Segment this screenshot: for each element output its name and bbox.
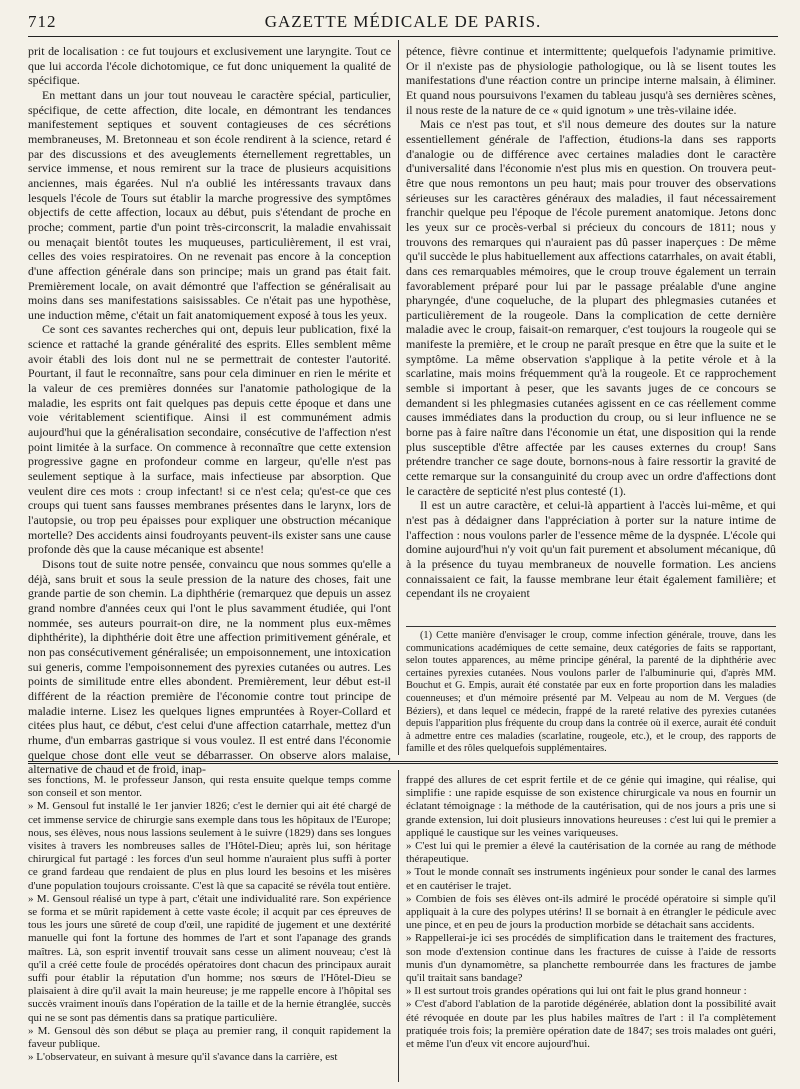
- paragraph: » Il est surtout trois grandes opérations qui lui ont fait le plus grand honneur :: [406, 985, 747, 998]
- paragraph: » Combien de fois ses élèves ont-ils admiré le procédé opératoire si simple qu'il appliquait à la cure des polypes utérins! Il se bornait à en étrangler le pédicule avec une pince, et en peu de jours la production morbide se détachait sans accidents.: [406, 892, 776, 932]
- page-number: 712: [28, 12, 57, 31]
- paragraph: » M. Gensoul dès son début se plaça au premier rang, il conquit rapidement la faveur publique.: [28, 1024, 391, 1051]
- paragraph: En mettant dans un jour tout nouveau le caractère spécial, particulier, spécifique, de cette affection, dite locale, en démontrant les tendances manifestement septiques et souvent contagieuses de ces sécrétions membraneuses, M. Bretonneau et son école rendirent à la science, retard é par des discussions et des aveuglements éternellement regrettables, un service immense, et nous remirent sur la trace de plusieurs acquisitions anciennes, mais égarées. Nul n'a oublié les intéressants travaux dans lesquels l'école de Tours sut établir la marche progressive des symptômes objectifs de cette affection, locaux au début, puis s'étendant de proche en proche; comment, partie d'un point très-circonscrit, la maladie envahissait ou menaçait bientôt toutes les muqueuses, particulièrement, il est vrai, celles des voies respiratoires. On ne revenait pas encore à la conception d'une affection générale dans son principe; mais un grand pas était fait. Premièrement locale, on avait démontré que l'affection se généralisait au moins dans ses manifestations saisissables. Ce n'était pas une hypothèse, une induction même, c'était un fait anatomiquement exposé à tous les yeux.: [28, 87, 391, 322]
- footnote: [406, 630, 776, 756]
- paragraph: » C'est d'abord l'ablation de la parotide dégénérée, ablation dont la possibilité avait été révoquée en doute par les plus habiles maîtres de l'art : il l'a complètement pratiquée trois fois; la première opération date de 1847; ses trois malades ont guéri, et même l'un d'eux vit encore aujourd'hui.: [406, 998, 776, 1051]
- article-column-right: [406, 44, 776, 601]
- running-header: [28, 6, 778, 37]
- feuilleton-column-left: [28, 774, 391, 1064]
- feuilleton-divider: [28, 761, 778, 764]
- paragraph: Disons tout de suite notre pensée, convaincu que nous sommes qu'elle a déjà, sans bruit et sous la seule pression de la nature des choses, fait une grande partie de son chemin. La diphthérie (remarquez que depuis un assez grand nombre d'années ceux qui l'ont le plus savamment étudiée, qui l'ont nommée, ses auteurs pourrait-on dire, ne la nomment plus eux-mêmes diphthérite), la diphthérie doit être une affection primitivement générale, et non pas consécutivement généralisée; un empoisonnement, une intoxication sui generis, comme l'empoisonnement des pyrexies cutanées ou autres. Les points de similitude entre elles abondent. Premièrement, leur début est-il différent de la réaction première de l'économie contre tout principe de maladie interne. Lisez les quelques lignes empruntées à Royer-Collard et citées plus haut, ce début, c'est celui d'une affection catarrhale, mettez d'un rhume, d'un embarras gastrique si vous voulez. Il est entré dans l'économie quelque chose dont elle veut se débarrasser. On observe alors malaise, alternative de chaud et de froid, inap-: [28, 556, 391, 777]
- feuilleton-column-right: [406, 774, 776, 1051]
- paragraph: » M. Gensoul fut installé le 1er janvier 1826; c'est le dernier qui ait été chargé de cet immense service de chirurgie sans exemple dans tous les hôpitaux de l'Europe; nous, ses élèves, nous nous lassions seulement à le suivre (1829) dans ses longues visites à travers les nombreuses salles de l'Hôtel-Dieu; après lui, son héritage chirurgical fut partagé : les forces d'un seul homme n'auraient plus suffi à porter ce grand fardeau que rendaient de plus en plus lourd les besoins et les misères d'une population toujours croissante. C'est là que sa capacité se révéla tout entière.: [28, 800, 391, 892]
- paragraph: frappé des allures de cet esprit fertile et de ce génie qui imagine, qui réalise, qui simplifie : une rapide esquisse de son existence chirurgicale va nous en fournir un éclatant témoignage : la méthode de la cautérisation, qui de nos jours a pris une si grande extension, lui doit plusieurs innovations heureuses : c'est lui qui le premier a appliqué le caustique sur les veines variqueuses.: [406, 774, 776, 839]
- paragraph: ses fonctions, M. le professeur Janson, qui resta ensuite quelque temps comme son conseil et son mentor.: [28, 774, 391, 800]
- column-divider-lower: [398, 770, 399, 1082]
- paragraph: » C'est lui qui le premier a élevé la cautérisation de la cornée au rang de méthode thérapeutique.: [406, 840, 776, 866]
- article-column-left: [28, 44, 391, 777]
- column-divider-upper: [398, 40, 399, 755]
- paragraph: Mais ce n'est pas tout, et s'il nous demeure des doutes sur la nature essentiellement générale de l'affection, étudions-la dans ses rapports d'analogie ou de différence avec certaines maladies dont le caractère d'universalité dans l'économie n'est plus mis en question. On trouvera peut-être que nous remontons un peu haut; mais pour trouver des observations sérieuses sur les caractères généraux des maladies, il faut nécessairement franchir quelque peu l'époque de l'école purement anatomique. Jetons donc les yeux sur ce procès-verbal si précieux du concours de 1811; nous y trouvons des remarques qui n'auraient pas dû passer inaperçues : De même qu'il succède le plus habituellement aux affections catarrhales, on avait établi, dans ces remarquables mémoires, que le croup trouve également un terrain favorablement préparé pour lui par le passage préalable d'une angine pharyngée, d'une coqueluche, de la plupart des phlegmasies cutanées et particulièrement de la rougeole. Dans la complication de cette dernière maladie avec le croup, faisait-on remarquer, c'est toujours la rougeole qui se manifeste la première, et le croup ne paraît presque en être que la suite et le symptôme. La même observation s'applique à la petite vérole et à la scarlatine, mais moins fréquemment qu'à la rougeole. Et ce rapprochement semble si important à peser, que les savants juges de ce concours se demandent si les phlegmasies cutanées agissent en ce cas réellement comme causes immédiates dans la production du croup, ou si leur influence ne se borne pas à faire naître dans l'économie un état, une disposition qui la rende plus susceptible d'être affectée par les causes externes du croup! Sans prétendre trancher ce sage doute, bornons-nous à faire ressortir la gravité de cette remarque sur la consanguinité du croup avec un ordre d'affections dont le caractère de septicité n'est plus contesté (1).: [406, 117, 776, 498]
- footnote-rule: [406, 626, 776, 627]
- paragraph: Ce sont ces savantes recherches qui ont, depuis leur publication, fixé la science et rattaché la grande généralité des esprits. Elles semblent même avoir établi des lois dont nul ne se permettrait de contester l'autorité. Pourtant, il faut le reconnaître, sans pour cela diminuer en rien le mérite et la valeur de ces premières données sur l'anatomie pathologique de la maladie, les esprits ont fait quelques pas depuis cette époque et dans une voie véritablement scientifique. Ainsi il est communément admis aujourd'hui que la généralisation secondaire, consécutive de l'affection n'est point limitée à la surface. On commence à reconnaître que cette extension progressive gagne en profondeur comme en largeur, qu'elle n'est pas seulement septique à la surface, mais infectieuse par absorption. Que veulent dire ces mots : croup infectant! si ce n'est cela; qu'est-ce que ces croups qui tuent sans fausses membranes présentes dans le larynx, lors de l'autopsie, ou trop peu épaisses pour expliquer une obstruction mécanique mortelle? Des accidents ainsi foudroyants peuvent-ils exister sans une cause profonde dès que la cause mécanique est absente!: [28, 322, 391, 557]
- footnote-text: (1) Cette manière d'envisager le croup, comme infection générale, trouve, dans les communications académiques de cette semaine, deux catégories de faits se rapportant, selon toutes apparences, au même principe général, la parenté de la diphthérie avec certaines pyrexies cutanées. Nous voulons parler de l'albuminurie qui, d'après MM. Bouchut et G. Empis, aurait été constatée par eux en forte proportion dans les maladies couenneuses; et d'un mémoire présenté par M. Velpeau au nom de M. Vergues (de Béziers), et dans lequel ce médecin, frappé de la rareté relative des pyrexies cutanées depuis l'apparition plus fréquente du croup dans la contrée où il exerce, aurait été conduit à admettre entre ces maladies (scarlatine, rougeole, etc.), et le croup, des rapports de famille et des rôles quelquefois supplémentaires.: [406, 630, 776, 755]
- paragraph: » L'observateur, en suivant à mesure qu'il s'avance dans la carrière, est: [28, 1051, 338, 1064]
- journal-title: GAZETTE MÉDICALE DE PARIS.: [264, 12, 542, 31]
- paragraph: » M. Gensoul réalisé un type à part, c'était une individualité rare. Son expérience se forma et se mûrit rapidement à cette vaste école; il acquit par ces épreuves de tous les jours une sûreté de coup d'œil, une rapidité de jugement et une dextérité manuelle qui font la fortune des hommes de l'art et sont l'apanage des grands maîtres. Là, son esprit inventif trouvait sans cesse un aliment nouveau; c'est là qu'il a créé cette foule de procédés opératoires dont chacun des principaux aurait suffi pour établir la réputation d'un homme; nos sœurs de l'Hôtel-Dieu se plaisaient à dire qu'il avait la main heureuse; je me rappelle encore à l'hôpital ses succès vraiment inouïs dans l'opération de la taille et de la hernie étranglée, succès qui ne se sont pas démentis dans sa pratique particulière.: [28, 892, 392, 1024]
- paragraph: » Rappellerai-je ici ses procédés de simplification dans le traitement des fractures, son mode d'extension continue dans les fractures de cuisse à l'aide de ressorts munis d'un dynamomètre, sa planchette rembourrée dans les fractures de jambe qu'il traitait sans bandage?: [406, 932, 776, 985]
- paragraph: pétence, fièvre continue et intermittente; quelquefois l'adynamie primitive. Or il n'existe pas de physiologie pathologique, ou là se lisent toutes les manifestations d'une réaction contre un principe interne malsain, à éliminer. Et quand nous poursuivons l'examen du tableau jusqu'à ses dernières scènes, il nous reste de la nature de ce « quid ignotum » une très-vilaine idée.: [406, 44, 776, 117]
- paragraph: » Tout le monde connaît ses instruments ingénieux pour sonder le canal des larmes et en cautériser le trajet.: [406, 866, 776, 892]
- paragraph: Il est un autre caractère, et celui-là appartient à l'accès lui-même, et qui n'est pas à dédaigner dans l'appréciation à porter sur la nature intime de l'affection : nous voulons parler de l'essence même de la dyspnée. L'école qui domine aujourd'hui n'y voit qu'un fait purement et absolument mécanique, dû à la présence du tuyau membraneux de nouvelle formation. Les anciens connaissaient ce fait, la fausse membrane leur était également familière; et cependant ils ne croyaient: [406, 498, 776, 601]
- paragraph: prit de localisation : ce fut toujours et exclusivement une laryngite. Tout ce que lui accorda l'école dichotomique, ce fut donc uniquement la qualité de spécifique.: [28, 44, 391, 88]
